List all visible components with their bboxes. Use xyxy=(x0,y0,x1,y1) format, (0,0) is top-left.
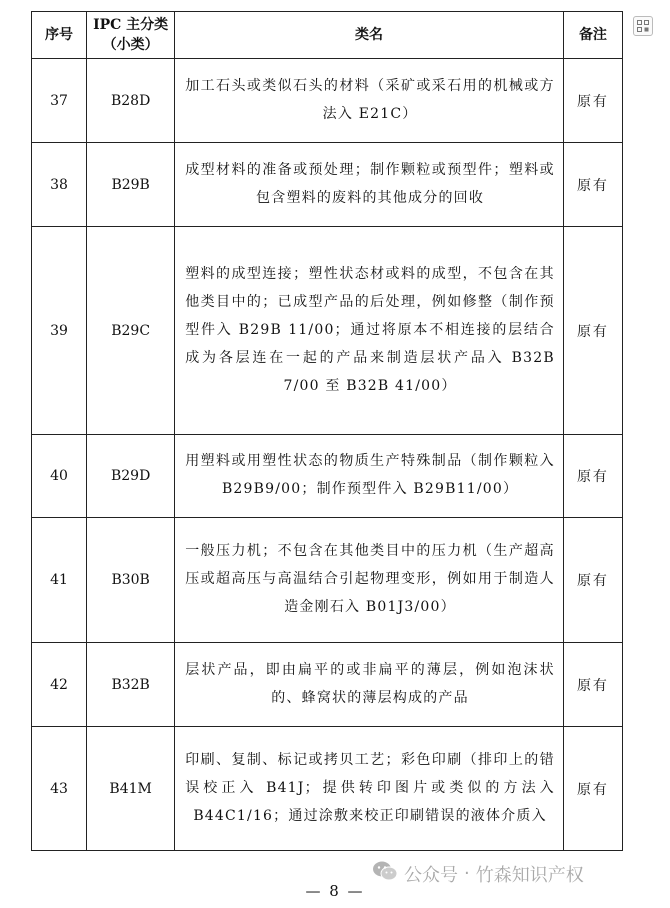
row-remark: 原有 xyxy=(563,143,622,227)
row-ipc-code: B30B xyxy=(87,518,175,643)
watermark-account-label: 公众号 xyxy=(404,864,458,886)
table-row xyxy=(32,435,623,518)
row-serial-number: 42 xyxy=(32,643,87,727)
row-ipc-code: B29B xyxy=(87,143,175,227)
row-serial-number: 39 xyxy=(32,227,87,435)
watermark-account-name: 竹森知识产权 xyxy=(475,864,584,886)
row-remark: 原有 xyxy=(563,227,622,435)
table-row xyxy=(32,59,623,143)
row-serial-number: 37 xyxy=(32,59,87,143)
qr-grid-icon[interactable] xyxy=(633,16,653,36)
row-remark: 原有 xyxy=(563,59,622,143)
row-ipc-code: B41M xyxy=(87,727,175,851)
row-class-name: 成型材料的准备或预处理；制作颗粒或预型件；塑料或包含塑料的废料的其他成分的回收 xyxy=(175,143,564,227)
row-remark: 原有 xyxy=(563,435,622,518)
row-serial-number: 43 xyxy=(32,727,87,851)
table-row xyxy=(32,518,623,643)
header-ipc-line2: （小类） xyxy=(102,37,159,53)
row-ipc-code: B28D xyxy=(87,59,175,143)
row-remark: 原有 xyxy=(563,727,622,851)
watermark-separator: · xyxy=(464,863,470,884)
row-class-name: 层状产品，即由扁平的或非扁平的薄层，例如泡沫状的、蜂窝状的薄层构成的产品 xyxy=(175,643,564,727)
header-class-name: 类名 xyxy=(175,12,564,59)
row-remark: 原有 xyxy=(563,518,622,643)
row-class-name: 用塑料或用塑性状态的物质生产特殊制品（制作颗粒入 B29B9/00；制作预型件入 B29B11/00） xyxy=(175,435,564,518)
row-class-name: 塑料的成型连接；塑性状态材或料的成型，不包含在其他类目中的；已成型产品的后处理，例如修整（制作预型件入 B29B 11/00；通过将原本不相连接的层结合成为各层连在一起的产品来制造层状产品入 B32B 7/00 至 B32B 41/00） xyxy=(175,227,564,435)
table-row xyxy=(32,643,623,727)
row-class-name: 一般压力机；不包含在其他类目中的压力机（生产超高压或超高压与高温结合引起物理变形，例如用于制造人造金刚石入 B01J3/00） xyxy=(175,518,564,643)
row-class-name: 加工石头或类似石头的材料（采矿或采石用的机械或方法入 E21C） xyxy=(175,59,564,143)
table-row xyxy=(32,727,623,851)
row-serial-number: 41 xyxy=(32,518,87,643)
header-remark: 备注 xyxy=(563,12,622,59)
row-ipc-code: B29D xyxy=(87,435,175,518)
table-header-row xyxy=(32,12,623,59)
header-ipc-main-class xyxy=(87,12,175,59)
header-ipc-line1: IPC 主分类 xyxy=(93,17,169,33)
row-remark: 原有 xyxy=(563,643,622,727)
row-serial-number: 38 xyxy=(32,143,87,227)
ipc-classification-table xyxy=(31,11,623,851)
row-ipc-code: B29C xyxy=(87,227,175,435)
row-class-name: 印刷、复制、标记或拷贝工艺；彩色印刷（排印上的错误校正入 B41J；提供转印图片或类似的方法入 B44C1/16；通过涂敷来校正印刷错误的液体介质入 xyxy=(175,727,564,851)
table-row xyxy=(32,227,623,435)
header-serial-number: 序号 xyxy=(32,12,87,59)
page-number: — 8 — xyxy=(305,882,365,900)
row-ipc-code: B32B xyxy=(87,643,175,727)
table-row xyxy=(32,143,623,227)
row-serial-number: 40 xyxy=(32,435,87,518)
